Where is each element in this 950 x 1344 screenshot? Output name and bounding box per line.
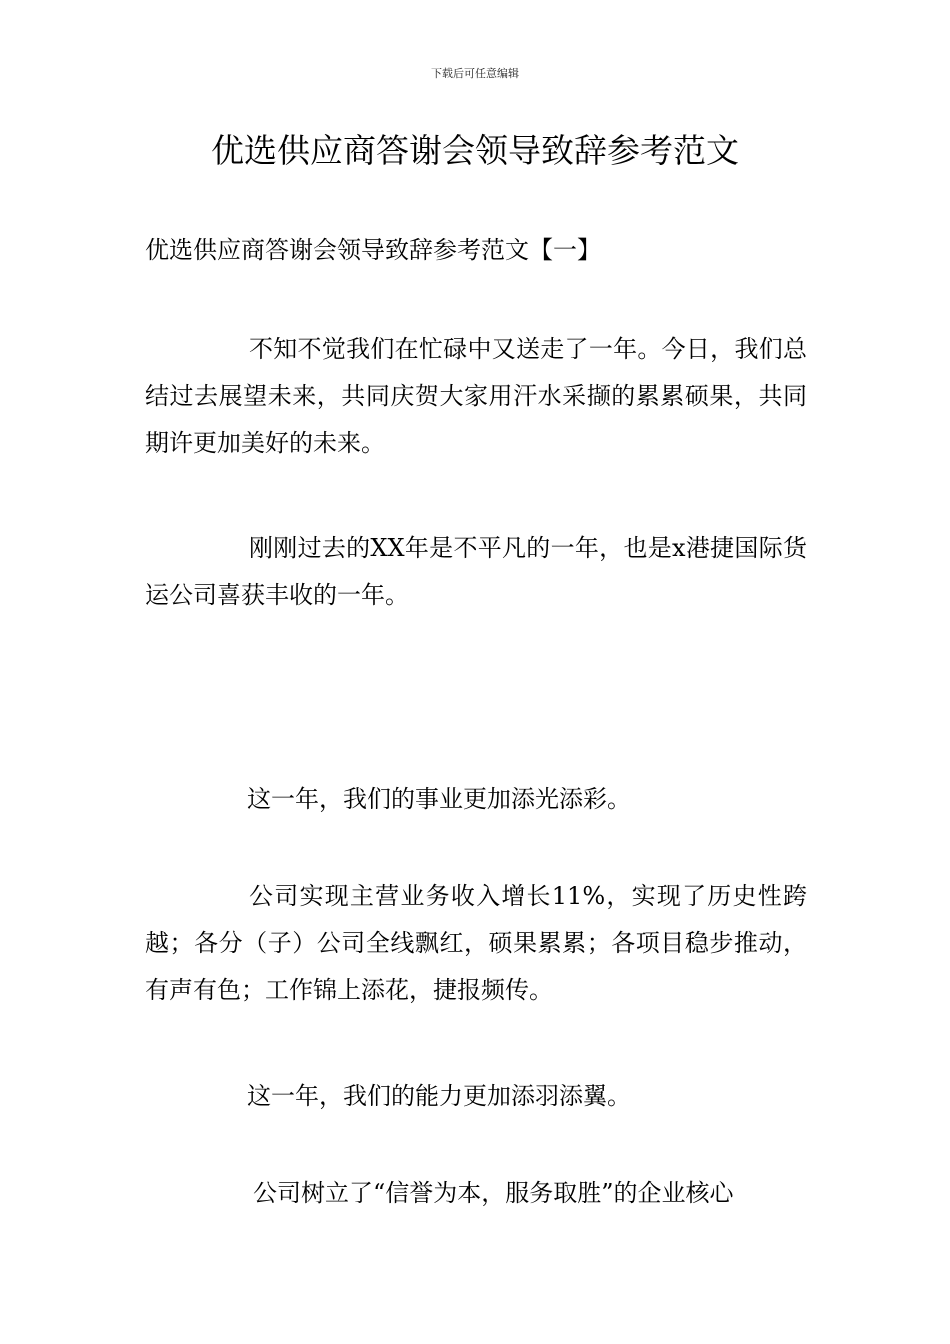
paragraph-2: 刚刚过去的XX年是不平凡的一年，也是x港捷国际货运公司喜获丰收的一年。 bbox=[145, 534, 807, 609]
paragraph-6: 公司树立了“信誉为本，服务取胜”的企业核心 bbox=[253, 1179, 734, 1207]
paragraph-4: 公司实现主营业务收入增长11%，实现了历史性跨越；各分（子）公司全线飘红，硕果累累；各项目稳步推动，有声有色；工作锦上添花，捷报频传。 bbox=[145, 882, 807, 1004]
paragraph-3: 这一年，我们的事业更加添光添彩。 bbox=[247, 785, 631, 813]
paragraph-1: 不知不觉我们在忙碌中又送走了一年。今日，我们总结过去展望未来，共同庆贺大家用汗水采撷的累累硕果，共同期许更加美好的未来。 bbox=[145, 335, 807, 457]
document-title: 优选供应商答谢会领导致辞参考范文 bbox=[211, 131, 739, 170]
section-heading: 优选供应商答谢会领导致辞参考范文【一】 bbox=[145, 236, 601, 264]
paragraph-5: 这一年，我们的能力更加添羽添翼。 bbox=[247, 1082, 631, 1110]
page-header-note: 下载后可任意编辑 bbox=[431, 67, 519, 80]
